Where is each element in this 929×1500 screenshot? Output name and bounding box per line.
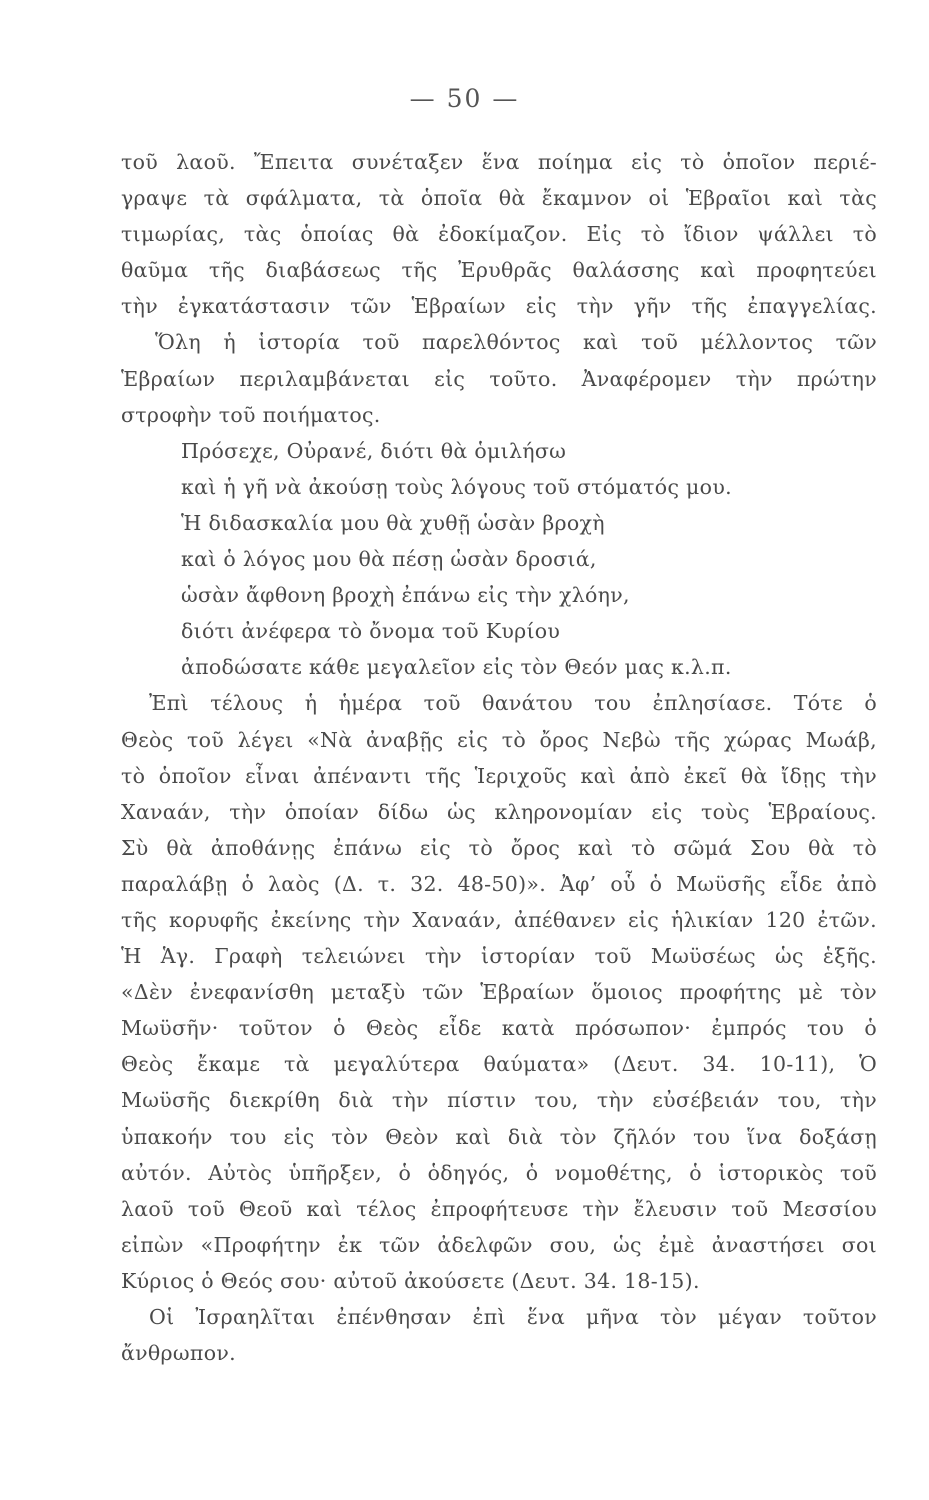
page-number: — 50 — [409,84,520,113]
verse-line: ὡσὰν ἄφθονη βροχὴ ἐπάνω εἰς τὴν χλόην, [181,583,630,608]
body-text [121,144,877,1371]
verse-line: Πρόσεχε, Οὐρανέ, διότι θὰ ὁμιλήσω [181,438,567,463]
text-line: εἰπὼν «Προφήτην ἐκ τῶν ἀδελφῶν σου, ὡς ἐμὲ ἀναστήσει σοι [121,1232,877,1257]
text-line: Σὺ θὰ ἀποθάνῃς ἐπάνω εἰς τὸ ὄρος καὶ τὸ σῶμά Σου θὰ τὸ [121,835,877,860]
text-line: τοῦ λαοῦ. Ἔπειτα συνέταξεν ἕνα ποίημα εἰς τὸ ὁποῖον περιέ- [121,150,877,174]
text-line: Χαναάν, τὴν ὁποίαν δίδω ὡς κληρονομίαν εἰς τοὺς Ἑβραίους. [121,799,877,824]
text-line: τὴν ἐγκατάστασιν τῶν Ἑβραίων εἰς τὴν γῆν τῆς ἐπαγγελίας. [121,294,877,319]
text-line: στροφὴν τοῦ ποιήματος. [121,402,381,427]
text-line: τὸ ὁποῖον εἶναι ἀπέναντι τῆς Ἱεριχοῦς καὶ ἀπὸ ἐκεῖ θὰ ἴδῃς τὴν [121,763,877,788]
text-line: Ὅλη ἡ ἱστορία τοῦ παρελθόντος καὶ τοῦ μέλλοντος τῶν [155,330,877,355]
text-line: ὑπακοήν του εἰς τὸν Θεὸν καὶ διὰ τὸν ζῆλόν του ἵνα δοξάσῃ [121,1124,877,1149]
text-line: τῆς κορυφῆς ἐκείνης τὴν Χαναάν, ἀπέθανεν εἰς ἡλικίαν 120 ἐτῶν. [121,907,877,932]
text-line: Κύριος ὁ Θεός σου· αὐτοῦ ἀκούσετε (Δευτ. 34. 18-15). [121,1268,700,1293]
text-line: γραψε τὰ σφάλματα, τὰ ὁποῖα θὰ ἔκαμνον οἱ Ἑβραῖοι καὶ τὰς [121,186,877,211]
text-line: Ἡ Ἁγ. Γραφὴ τελειώνει τὴν ἱστορίαν τοῦ Μωϋσέως ὡς ἑξῆς. [121,944,877,969]
text-line: θαῦμα τῆς διαβάσεως τῆς Ἐρυθρᾶς θαλάσσης καὶ προφητεύει [121,258,877,283]
verse-line: καὶ ὁ λόγος μου θὰ πέσῃ ὡσὰν δροσιά, [181,547,597,572]
text-line: Θεὸς ἔκαμε τὰ μεγαλύτερα θαύματα» (Δευτ. 34. 10-11), Ὁ [121,1052,877,1077]
text-line: Μωϋσῆν· τοῦτον ὁ Θεὸς εἶδε κατὰ πρόσωπον· ἐμπρός του ὁ [121,1016,877,1041]
verse-line: καὶ ἡ γῆ νὰ ἀκούσῃ τοὺς λόγους τοῦ στόματός μου. [181,474,732,499]
text-line: παραλάβῃ ὁ λαὸς (Δ. τ. 32. 48-50)». Ἀφ’ οὗ ὁ Μωϋσῆς εἶδε ἀπὸ [121,871,877,896]
text-line: αὐτόν. Αὐτὸς ὑπῆρξεν, ὁ ὁδηγός, ὁ νομοθέτης, ὁ ἱστορικὸς τοῦ [121,1160,877,1185]
text-line: «Δὲν ἐνεφανίσθη μεταξὺ τῶν Ἑβραίων ὅμοιος προφήτης μὲ τὸν [121,980,877,1005]
text-line: ἄνθρωπον. [121,1341,236,1366]
text-line: Θεὸς τοῦ λέγει «Νὰ ἀναβῇς εἰς τὸ ὄρος Νεβὼ τῆς χώρας Μωάβ, [121,727,877,752]
verse-line: διότι ἀνέφερα τὸ ὄνομα τοῦ Κυρίου [181,619,561,644]
verse-line: ἀποδώσατε κάθε μεγαλεῖον εἰς τὸν Θεόν μας κ.λ.π. [181,655,732,680]
text-line: Οἱ Ἰσραηλῖται ἐπένθησαν ἐπὶ ἕνα μῆνα τὸν μέγαν τοῦτον [149,1305,877,1329]
text-line: Μωϋσῆς διεκρίθη διὰ τὴν πίστιν του, τὴν εὐσέβειάν του, τὴν [121,1088,877,1113]
text-line: λαοῦ τοῦ Θεοῦ καὶ τέλος ἐπροφήτευσε τὴν ἔλευσιν τοῦ Μεσσίου [121,1196,877,1221]
text-line: τιμωρίας, τὰς ὁποίας θὰ ἐδοκίμαζον. Εἰς τὸ ἴδιον ψάλλει τὸ [121,222,877,247]
text-line: Ἐπὶ τέλους ἡ ἡμέρα τοῦ θανάτου του ἐπλησίασε. Τότε ὁ [149,691,877,716]
verse-line: Ἡ διδασκαλία μου θὰ χυθῇ ὡσὰν βροχὴ [181,510,605,535]
text-line: Ἑβραίων περιλαμβάνεται εἰς τοῦτο. Ἀναφέρομεν τὴν πρώτην [121,366,877,391]
